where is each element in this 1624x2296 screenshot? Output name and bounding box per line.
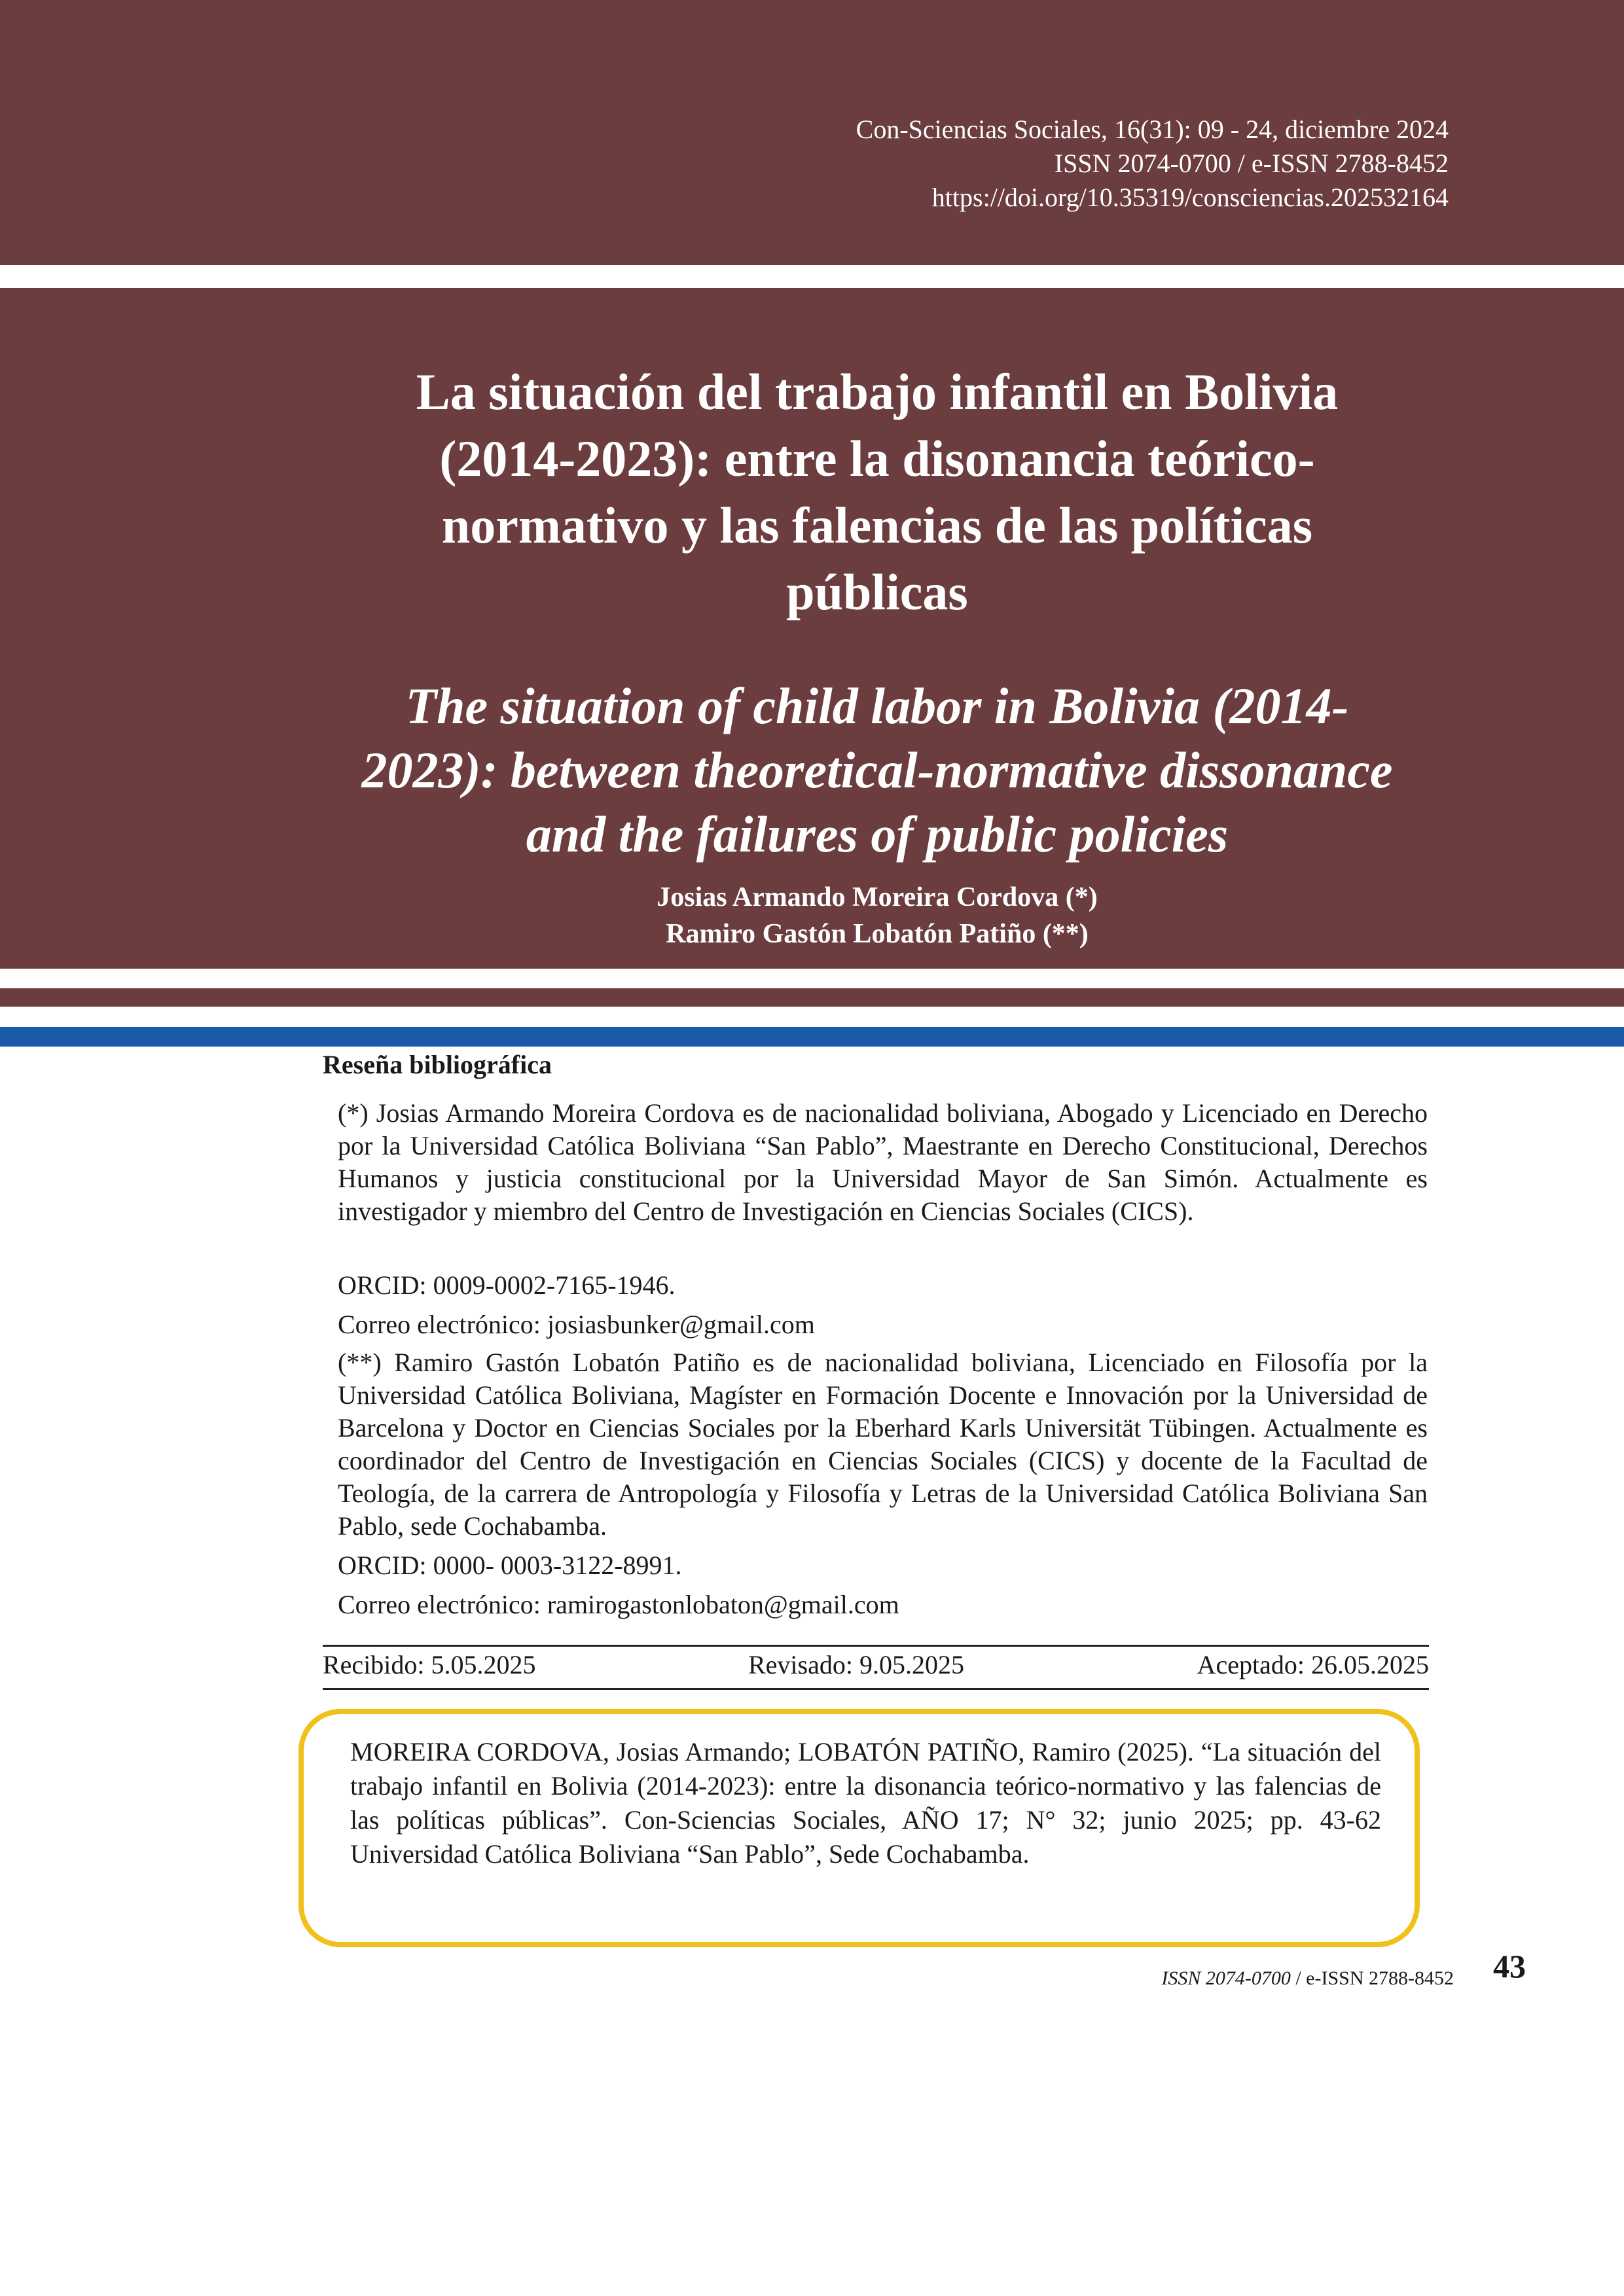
- footer-issn: [1161, 1967, 1454, 1990]
- journal-metadata: [856, 113, 1449, 215]
- title-spanish-line: normativo y las falencias de las políticas: [441, 497, 1313, 554]
- title-english-line: and the failures of public policies: [526, 806, 1229, 863]
- date-received: Recibido: 5.05.2025: [323, 1650, 536, 1679]
- author-list: [301, 879, 1453, 952]
- title-spanish-line: públicas: [786, 564, 968, 620]
- journal-citation-line: Con-Sciencias Sociales, 16(31): 09 - 24, diciembre 2024: [856, 115, 1449, 144]
- journal-issn-line: ISSN 2074-0700 / e-ISSN 2788-8452: [1054, 149, 1449, 178]
- date-revised: Revisado: 9.05.2025: [748, 1650, 964, 1679]
- dates-bottom-rule: [323, 1688, 1429, 1690]
- journal-doi-link[interactable]: https://doi.org/10.35319/consciencias.202532164: [931, 183, 1449, 212]
- footer-issn-print: ISSN 2074-0700: [1161, 1967, 1291, 1989]
- dates-top-rule: [323, 1645, 1429, 1647]
- divider-brown: [0, 988, 1624, 1007]
- author1-email[interactable]: Correo electrónico: josiasbunker@gmail.com: [338, 1310, 815, 1339]
- title-english: [301, 674, 1453, 867]
- author-1: Josias Armando Moreira Cordova (*): [657, 882, 1098, 912]
- author1-orcid: ORCID: 0009-0002-7165-1946.: [338, 1270, 676, 1300]
- date-accepted: Aceptado: 26.05.2025: [1197, 1650, 1429, 1679]
- author1-bio: (*) Josias Armando Moreira Cordova es de nacionalidad boliviana, Abogado y Licenciado en Derecho por la Universidad Católica Boliviana “San Pablo”, Maestrante en Derecho Constitucional, Derechos Humanos y justicia constitucional por la Universidad Mayor de San Simón. Actualmente es investigador y miembro del Centro de Investigación en Ciencias Sociales (CICS).: [338, 1098, 1428, 1226]
- title-english-line: The situation of child labor in Bolivia (2014-: [405, 677, 1349, 734]
- page-number: 43: [1493, 1948, 1526, 1984]
- author2-email[interactable]: Correo electrónico: ramirogastonlobaton@gmail.com: [338, 1590, 899, 1619]
- footer-issn-electronic: / e-ISSN 2788-8452: [1290, 1967, 1454, 1989]
- title-spanish: [301, 359, 1453, 626]
- title-spanish-line: (2014-2023): entre la disonancia teórico-: [439, 430, 1315, 487]
- bibliography-heading: Reseña bibliográfica: [323, 1050, 552, 1079]
- title-english-line: 2023): between theoretical-normative dissonance: [361, 742, 1393, 798]
- title-spanish-line: La situación del trabajo infantil en Bolivia: [416, 363, 1339, 420]
- author2-bio: (**) Ramiro Gastón Lobatón Patiño es de nacionalidad boliviana, Licenciado en Filosofía por la Universidad Católica Boliviana, Magíster en Formación Docente e Innovación por la Universidad de Barcelona y Doctor en Ciencias Sociales por la Eberhard Karls Universität Tübingen. Actualmente es coordinador del Centro de Investigación en Ciencias Sociales (CICS) y docente de la Facultad de Teología, de la carrera de Antropología y Filosofía y Letras de la Universidad Católica Boliviana San Pablo, sede Cochabamba.: [338, 1348, 1428, 1541]
- author-2: Ramiro Gastón Lobatón Patiño (**): [666, 919, 1089, 949]
- author2-orcid: ORCID: 0000- 0003-3122-8991.: [338, 1551, 682, 1580]
- divider-blue: [0, 1027, 1624, 1047]
- citation-text: MOREIRA CORDOVA, Josias Armando; LOBATÓN PATIÑO, Ramiro (2025). “La situación del trabajo infantil en Bolivia (2014-2023): entre la disonancia teórico-normativo y las falencias de las políticas públicas”. Con-Sciencias Sociales, AÑO 17; N° 32; junio 2025; pp. 43-62 Universidad Católica Boliviana “San Pablo”, Sede Cochabamba.: [350, 1737, 1381, 1869]
